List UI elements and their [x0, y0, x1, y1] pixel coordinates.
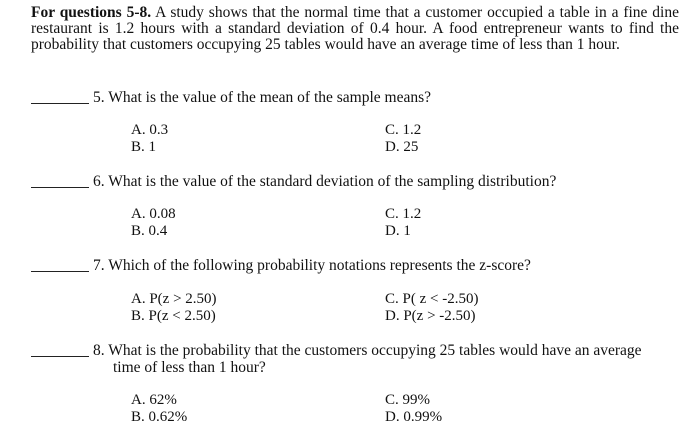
option-6d: D. 1 [385, 223, 411, 239]
answer-blank-7[interactable] [31, 271, 89, 272]
answer-blank-5[interactable] [31, 103, 89, 104]
option-6c: C. 1.2 [385, 206, 422, 222]
option-7b: B. P(z < 2.50) [131, 308, 216, 324]
problem-lead: For questions 5-8. [31, 4, 152, 21]
option-8c: C. 99% [385, 392, 430, 408]
option-8b: B. 0.62% [131, 409, 188, 425]
option-5b: B. 1 [131, 139, 157, 155]
option-8a: A. 62% [131, 392, 177, 408]
question-8-text-line1: 8. What is the probability that the customers occupying 25 tables would have an average [93, 342, 642, 359]
problem-statement [31, 5, 679, 53]
option-5c: C. 1.2 [385, 122, 422, 138]
question-8-text-line2: time of less than 1 hour? [113, 359, 266, 376]
option-7a: A. P(z > 2.50) [131, 291, 217, 307]
question-7-text: 7. Which of the following probability notations represents the z-score? [93, 257, 531, 274]
option-5d: D. 25 [385, 139, 419, 155]
option-7d: D. P(z > -2.50) [385, 308, 476, 324]
question-6-text: 6. What is the value of the standard deviation of the sampling distribution? [93, 173, 557, 190]
answer-blank-8[interactable] [31, 356, 89, 357]
option-8d: D. 0.99% [385, 409, 443, 425]
option-6a: A. 0.08 [131, 206, 176, 222]
question-8-text [93, 342, 678, 376]
question-5-text: 5. What is the value of the mean of the sample means? [93, 89, 432, 106]
option-6b: B. 0.4 [131, 223, 168, 239]
option-5a: A. 0.3 [131, 122, 169, 138]
answer-blank-6[interactable] [31, 187, 89, 188]
problem-text: A study shows that the normal time that a customer occupied a table in a fine dine restaurant is 1.2 hours with a standard deviation of 0.4 hour. A food entrepreneur wants to find the probability that customers occupying 25 tables would have an average time of less than 1 hour. [31, 4, 679, 53]
option-7c: C. P( z < -2.50) [385, 291, 479, 307]
